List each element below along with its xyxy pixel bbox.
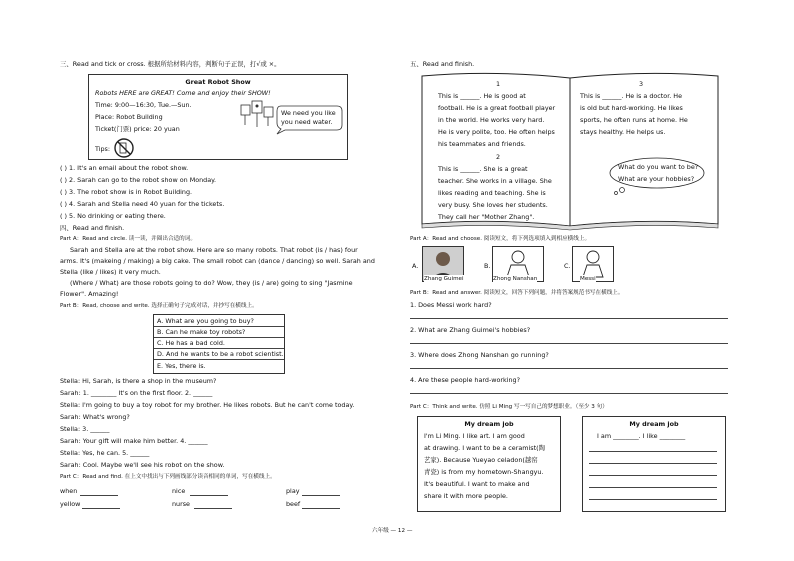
partA-line3: Stella (like / likes) it very much. [60, 268, 161, 276]
dream1-line2: at drawing. I want to be a ceramist(陶 [424, 444, 545, 452]
section3-heading: 三、Read and tick or cross. 根据所给材料内容，判断句子正误，打√或 ×。 [60, 60, 281, 68]
card2-line5: They call her "Mother Zhang". [438, 213, 535, 221]
partA-line2: arms. It's (makeing / making) a big cake. The small robot can (dance / dancing) so well. Sarah and [60, 257, 375, 265]
card2-number: 2 [495, 153, 501, 161]
robot-cluster-icon [237, 99, 277, 129]
answer-line-q2[interactable] [410, 343, 728, 344]
question-4: 4. Are these people hard-working? [410, 376, 521, 384]
card2-line4: very busy. She loves her students. [438, 201, 548, 209]
thought-line2: What are your hobbies? [618, 175, 695, 183]
section4-partB-heading: Part B：Read, choose and write. 选择正确句子完成对话，并抄写在横线上。 [60, 303, 258, 309]
question-2: 2. What are Zhang Guimei's hobbies? [410, 326, 531, 334]
dream2-writing-line3[interactable] [589, 475, 717, 476]
dream1-line6: share it with more people. [424, 492, 508, 500]
card1-line1: This is ______. He is good at [438, 92, 526, 100]
word-when: when [60, 487, 78, 495]
answer-line-q1[interactable] [410, 318, 728, 319]
card3-number: 3 [638, 80, 644, 88]
poster-title: Great Robot Show [185, 78, 251, 86]
dialogue-line3: Stella: I'm going to buy a toy robot for my brother. He likes robots. But he can't come today. [60, 401, 355, 409]
card2-line1: This is ______. She is a great [438, 165, 528, 173]
card1-number: 1 [495, 80, 501, 88]
statement-3[interactable]: ( ) 3. The robot show is in Robot Building. [60, 188, 193, 196]
dream-job-example-box [417, 416, 561, 512]
card3-line3: sports, he often runs at home. He [580, 116, 688, 124]
person-c-letter: C. [564, 262, 571, 270]
card3-line1: This is ______. He is a doctor. He [580, 92, 683, 100]
question-3: 3. Where does Zhong Nanshan go running? [410, 351, 549, 359]
section5-partA-heading: Part A：Read and choose. 阅读短文，将下列选项填入到相应横线上。 [410, 236, 591, 242]
question-1: 1. Does Messi work hard? [410, 301, 492, 309]
answer-line-yellow[interactable] [82, 508, 120, 509]
dialogue-line7[interactable]: Stella: Yes, he can. 5. ______ [60, 449, 150, 457]
answer-line-nurse[interactable] [194, 508, 232, 509]
card3-line2: is old but hard-working. He likes [580, 104, 683, 112]
section5-heading: 五、Read and finish. [410, 60, 475, 68]
word-beef: beef [286, 500, 301, 508]
card1-line3: in the world. He works very hard. [438, 116, 545, 124]
bubble-line1: We need you like [281, 109, 336, 117]
person-a-name: Zhang Guimei [424, 276, 464, 282]
card1-line2: football. He is a great football player [438, 104, 556, 112]
section5-partC-heading: Part C：Think and write. 仿照 Li Ming 写一写自己的梦想职业。（至少 3 句） [410, 404, 608, 410]
thought-line1: What do you want to be? [618, 163, 699, 171]
dream1-line1: I'm Li Ming. I like art. I am good [424, 432, 525, 440]
dialogue-line5[interactable]: Stella: 3. ______ [60, 425, 110, 433]
answer-line-nice[interactable] [190, 495, 228, 496]
section5-partB-heading: Part B：Read and answer. 阅读短文，回答下列问题，并将答案规范书写在横线上。 [410, 290, 624, 296]
dream2-writing-line5[interactable] [589, 499, 717, 500]
person-b-letter: B. [484, 262, 491, 270]
dream2-title: My dream job [629, 420, 679, 428]
option-b: B. Can he make toy robots? [157, 328, 246, 336]
card1-line4: He is very polite, too. He often helps [438, 128, 555, 136]
poster-place: Place: Robot Building [95, 113, 163, 121]
dream1-line5: It's beautiful. I want to make and [424, 480, 530, 488]
dialogue-line1: Stella: Hi, Sarah, is there a shop in the museum? [60, 377, 217, 385]
word-nice: nice [172, 487, 186, 495]
card2-line3: likes reading and teaching. She is [438, 189, 546, 197]
robot-show-poster [88, 74, 348, 160]
statement-5[interactable]: ( ) 5. No drinking or eating there. [60, 212, 166, 220]
statement-4[interactable]: ( ) 4. Sarah and Stella need 40 yuan for the tickets. [60, 200, 225, 208]
dialogue-line2[interactable]: Sarah: 1. ________ It's on the first floor. 2. ______ [60, 389, 213, 397]
no-eating-drinking-icon [113, 137, 135, 159]
poster-tips: Tips: [95, 145, 111, 153]
dream1-line3: 艺家). Because Yueyao celadon(越窑 [424, 456, 538, 464]
dream2-writing-line2[interactable] [589, 463, 717, 464]
statement-1[interactable]: ( ) 1. It's an email about the robot show. [60, 164, 189, 172]
poster-ticket: Ticket(门票) price: 20 yuan [95, 125, 180, 133]
card2-line2: teacher. She works in a village. She [438, 177, 552, 185]
dialogue-line4: Sarah: What's wrong? [60, 413, 130, 421]
person-b-name: Zhong Nanshan [493, 276, 538, 282]
word-play: play [286, 487, 300, 495]
option-a: A. What are you going to buy? [157, 317, 254, 325]
answer-line-q3[interactable] [410, 368, 728, 369]
partA-line4: (Where / What) are those robots going to do? Wow, they (is / are) going to sing "Jasmine [70, 279, 353, 287]
dream1-line4: 青瓷) is from my hometown-Shangyu. [424, 468, 544, 476]
partA-line1: Sarah and Stella are at the robot show. Here are so many robots. That robot (is / has) four [70, 246, 358, 254]
statement-2[interactable]: ( ) 2. Sarah can go to the robot show on Monday. [60, 176, 217, 184]
dream1-title: My dream job [464, 420, 514, 428]
options-box [153, 314, 285, 374]
page-footer: 六年级 — 12 — [372, 528, 413, 534]
dialogue-line8: Sarah: Cool. Maybe we'll see his robot on the show. [60, 461, 225, 469]
section4-partC-heading: Part C：Read and find. 在上文中找出与下列画线部分读音相同的单词，写在横线上。 [60, 474, 276, 480]
card1-line5: his teammates and friends. [438, 140, 526, 148]
dream2-writing-line1[interactable] [589, 451, 717, 452]
dream-job-answer-box [582, 416, 726, 512]
word-yellow: yellow [60, 500, 81, 508]
section4-partA-heading: Part A：Read and circle. 读一读，并圈出合适的词。 [60, 236, 196, 242]
answer-line-q4[interactable] [410, 393, 728, 394]
option-d: D. And he wants to be a robot scientist. [157, 350, 284, 358]
answer-line-when[interactable] [80, 495, 118, 496]
option-c: C. He has a bad cold. [157, 339, 225, 347]
answer-line-beef[interactable] [302, 508, 340, 509]
poster-time: Time: 9:00—16:30, Tue.—Sun. [95, 101, 192, 109]
section4-heading: 四、Read and finish. [60, 224, 125, 232]
dream2-writing-line4[interactable] [589, 487, 717, 488]
card3-line4: stays healthy. He helps us. [580, 128, 666, 136]
partA-line5: Flower". Amazing! [60, 290, 119, 298]
person-a-letter: A. [412, 262, 419, 270]
word-nurse: nurse [172, 500, 190, 508]
option-e: E. Yes, there is. [157, 362, 206, 370]
dream2-lead[interactable]: I am ________. I like ________ [597, 432, 686, 440]
person-c-name: Messi [580, 276, 596, 282]
bubble-line2: you need water. [281, 118, 333, 126]
dialogue-line6[interactable]: Sarah: Your gift will make him better. 4. ______ [60, 437, 208, 445]
answer-line-play[interactable] [302, 495, 340, 496]
poster-line1: Robots HERE are GREAT! Come and enjoy their SHOW! [95, 89, 271, 97]
